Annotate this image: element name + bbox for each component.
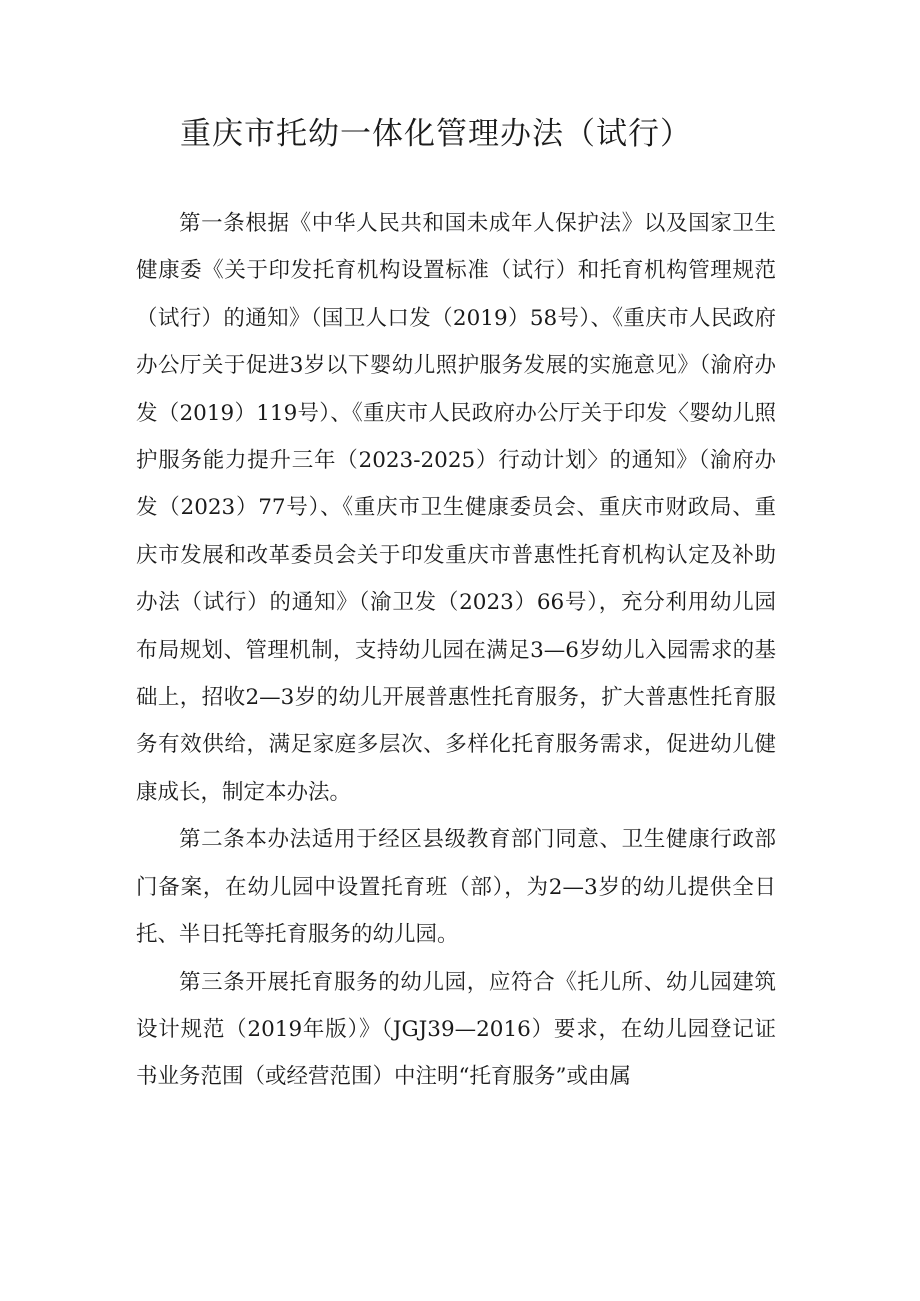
article-3-paragraph: 第三条开展托育服务的幼儿园，应符合《托儿所、幼儿园建筑设计规范（2019年版）》（JGJ39—2016）要求，在幼儿园登记证书业务范围（或经营范围）中注明“托育服务”或由属 [136, 969, 776, 1090]
article-2-paragraph: 第二条本办法适用于经区县级教育部门同意、卫生健康行政部门备案，在幼儿园中设置托育班（部），为2—3岁的幼儿提供全日托、半日托等托育服务的幼儿园。 [136, 827, 776, 948]
article-1-paragraph: 第一条根据《中华人民共和国未成年人保护法》以及国家卫生健康委《关于印发托育机构设置标准（试行）和托育机构管理规范（试行）的通知》（国卫人口发（2019）58号）、《重庆市人民政府办公厅关于促进3岁以下婴幼儿照护服务发展的实施意见》（渝府办发（2019）119号）、《重庆市人民政府办公厅关于印发〈婴幼儿照护服务能力提升三年（2023-2025）行动计划〉的通知》（渝府办发（2023）77号）、《重庆市卫生健康委员会、重庆市财政局、重庆市发展和改革委员会关于印发重庆市普惠性托育机构认定及补助办法（试行）的通知》（渝卫发（2023）66号），充分利用幼儿园布局规划、管理机制，支持幼儿园在满足3—6岁幼儿入园需求的基础上，招收2—3岁的幼儿开展普惠性托育服务，扩大普惠性托育服务有效供给，满足家庭多层次、多样化托育服务需求，促进幼儿健康成长，制定本办法。 [136, 211, 776, 805]
document-body [136, 200, 776, 1101]
document-title: 重庆市托幼一体化管理办法（试行） [180, 116, 692, 152]
